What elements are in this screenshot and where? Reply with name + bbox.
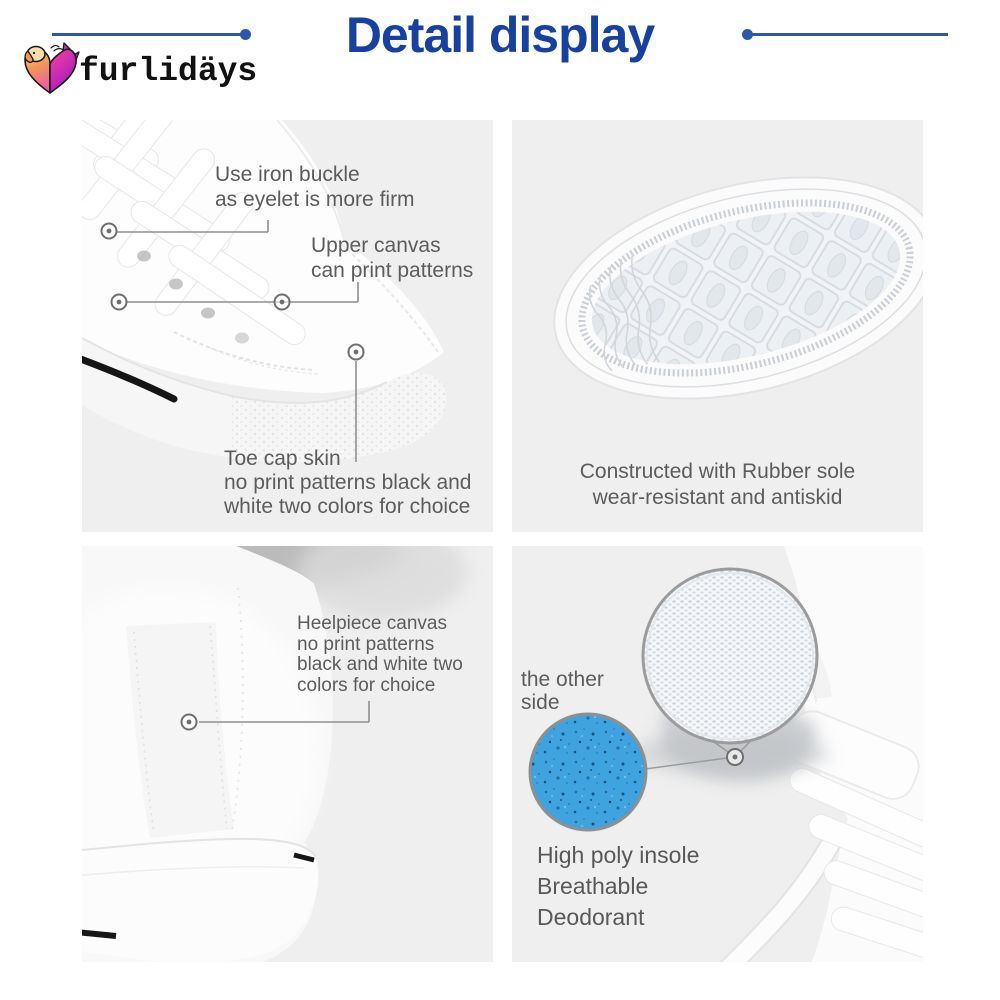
panel-sole-detail <box>512 120 923 532</box>
label-other-side: the other side <box>521 668 604 714</box>
annotation-toe-cap: Toe cap skin no print patterns black and white two colors for choice <box>224 447 472 518</box>
page-title: Detail display <box>345 7 655 63</box>
panel-heel-detail <box>82 546 493 962</box>
heel-photo <box>82 546 493 962</box>
annotation-eyelet: Use iron buckle as eyelet is more firm <box>215 163 415 211</box>
callout-target-icon <box>182 715 197 730</box>
annotation-heelpiece: Heelpiece canvas no print patterns black and white two colors for choice <box>297 613 463 696</box>
caption-rubber-sole: Constructed with Rubber sole wear-resistant and antiskid <box>579 460 856 509</box>
title-rule-right <box>750 33 948 36</box>
callout-target-icon <box>727 749 743 765</box>
brand-pets-heart-icon <box>21 42 81 100</box>
sole-black-dash <box>82 932 116 936</box>
brand-wordmark: furlidäys <box>79 53 258 90</box>
panel-insole-detail <box>512 546 923 962</box>
callout-target-icon <box>112 295 127 310</box>
caption-insole: High poly insole Breathable Deodorant <box>537 842 700 930</box>
insole-bottom-magnifier <box>530 714 646 830</box>
annotation-upper-canvas: Upper canvas can print patterns <box>311 234 474 282</box>
insole-top-magnifier <box>643 569 817 743</box>
callout-target-icon <box>102 224 117 239</box>
callout-target-icon <box>275 295 290 310</box>
panel-upper-detail <box>82 120 493 532</box>
callout-target-icon <box>349 345 364 360</box>
